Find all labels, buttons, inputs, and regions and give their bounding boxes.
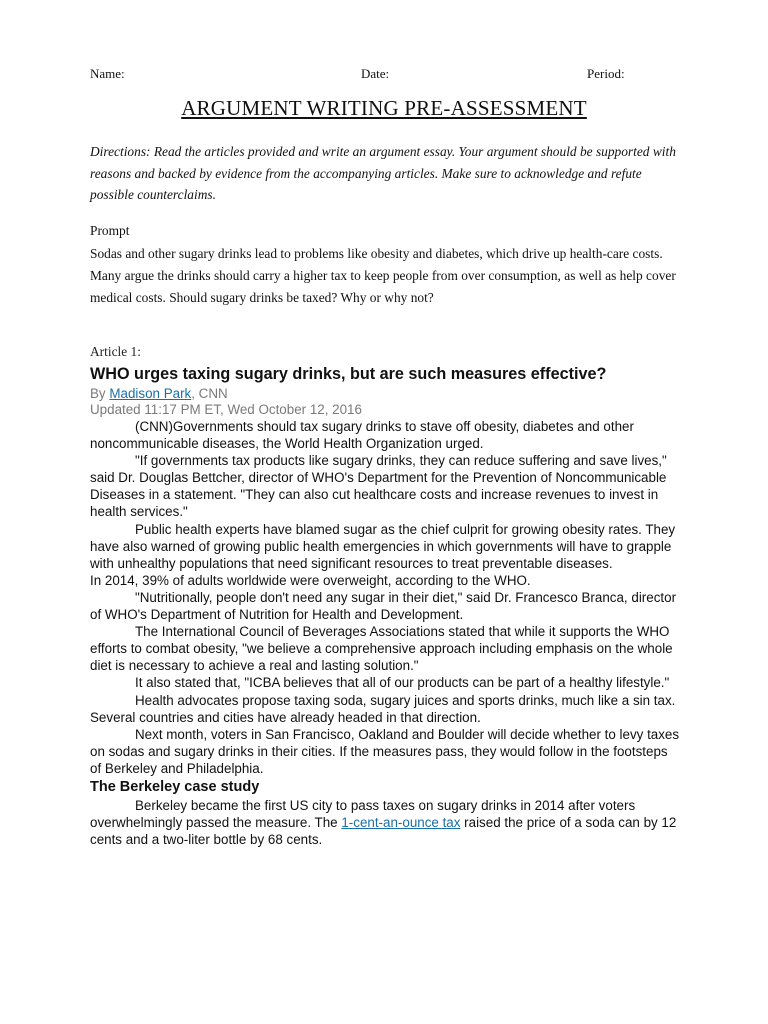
prompt-heading: Prompt (90, 223, 130, 238)
byline-prefix: By (90, 386, 110, 401)
author-link[interactable]: Madison Park (109, 386, 192, 401)
berkeley-subhead: The Berkeley case study (90, 778, 260, 795)
article-paragraph: "Nutritionally, people don't need any sugar in their diet," said Dr. Francesco Branca, director of WHO's Department of Nutrition for Health and Development. (90, 589, 677, 623)
name-label: Name: (90, 66, 125, 81)
article-paragraph (90, 797, 680, 848)
paragraph-text-before-link: Berkeley became the first US city to pass taxes on sugary drinks in 2014 after voters overwhelmingly passed the measure. The (90, 797, 636, 831)
article-paragraph: In 2014, 39% of adults worldwide were overweight, according to the WHO. (90, 572, 531, 588)
article-byline (90, 386, 228, 401)
article-paragraph: "If governments tax products like sugary drinks, they can reduce suffering and save lives," said Dr. Douglas Bettcher, director of WHO's Department for the Prevention of Noncommunicable Diseases in a statement. "They can also cut healthcare costs and increase revenues to invest in health services." (90, 453, 667, 520)
article-label: Article 1: (90, 344, 141, 359)
date-label: Date: (361, 66, 390, 81)
article-paragraph: The International Council of Beverages Associations stated that while it supports the WHO efforts to combat obesity, "we believe a comprehensive approach including emphasis on the whole diet is necessary to achieve a real and lasting solution." (90, 624, 673, 674)
article-paragraph: Next month, voters in San Francisco, Oakland and Boulder will decide whether to levy taxes on sodas and sugary drinks in their cities. If the measures pass, they would follow in the footsteps of Berkeley and Philadelphia. (90, 726, 680, 776)
article-paragraph: Public health experts have blamed sugar as the chief culprit for growing obesity rates. They have also warned of growing public health emergencies in which governments will have to grapple with unhealthy populations that need significant resources to treat preventable diseases. (90, 521, 676, 571)
article-paragraph: Health advocates propose taxing soda, sugary juices and sports drinks, much like a sin tax. Several countries and cities have already headed in that direction. (90, 692, 676, 725)
byline-suffix: , CNN (191, 386, 228, 401)
page-title: ARGUMENT WRITING PRE-ASSESSMENT (181, 96, 587, 120)
directions-text: Directions: Read the articles provided and write an argument essay. Your argument should be supported with reasons and backed by evidence from the accompanying articles. Make sure to acknowledge and refute possible counterclaims. (90, 144, 676, 202)
prompt-text: Sodas and other sugary drinks lead to problems like obesity and diabetes, which drive up health-care costs. Many argue the drinks should carry a higher tax to keep people from over consumption, as well as help cover medical costs. Should sugary drinks be taxed? Why or why not? (90, 246, 676, 305)
article-body (90, 418, 680, 848)
article-paragraph: (CNN)Governments should tax sugary drinks to stave off obesity, diabetes and other noncommunicable diseases, the World Health Organization urged. (90, 419, 634, 452)
article-headline: WHO urges taxing sugary drinks, but are such measures effective? (90, 365, 607, 383)
header-row (90, 66, 678, 84)
period-label: Period: (587, 66, 625, 81)
tax-link[interactable]: 1-cent-an-ounce tax (341, 815, 461, 831)
paragraph-text-after-link: raised the price of a soda can by 12 cents and a two-liter bottle by 68 cents. (90, 815, 677, 848)
article-updated-timestamp: Updated 11:17 PM ET, Wed October 12, 2016 (90, 402, 362, 417)
article-paragraph: It also stated that, "ICBA believes that all of our products can be part of a healthy lifestyle." (135, 675, 670, 691)
